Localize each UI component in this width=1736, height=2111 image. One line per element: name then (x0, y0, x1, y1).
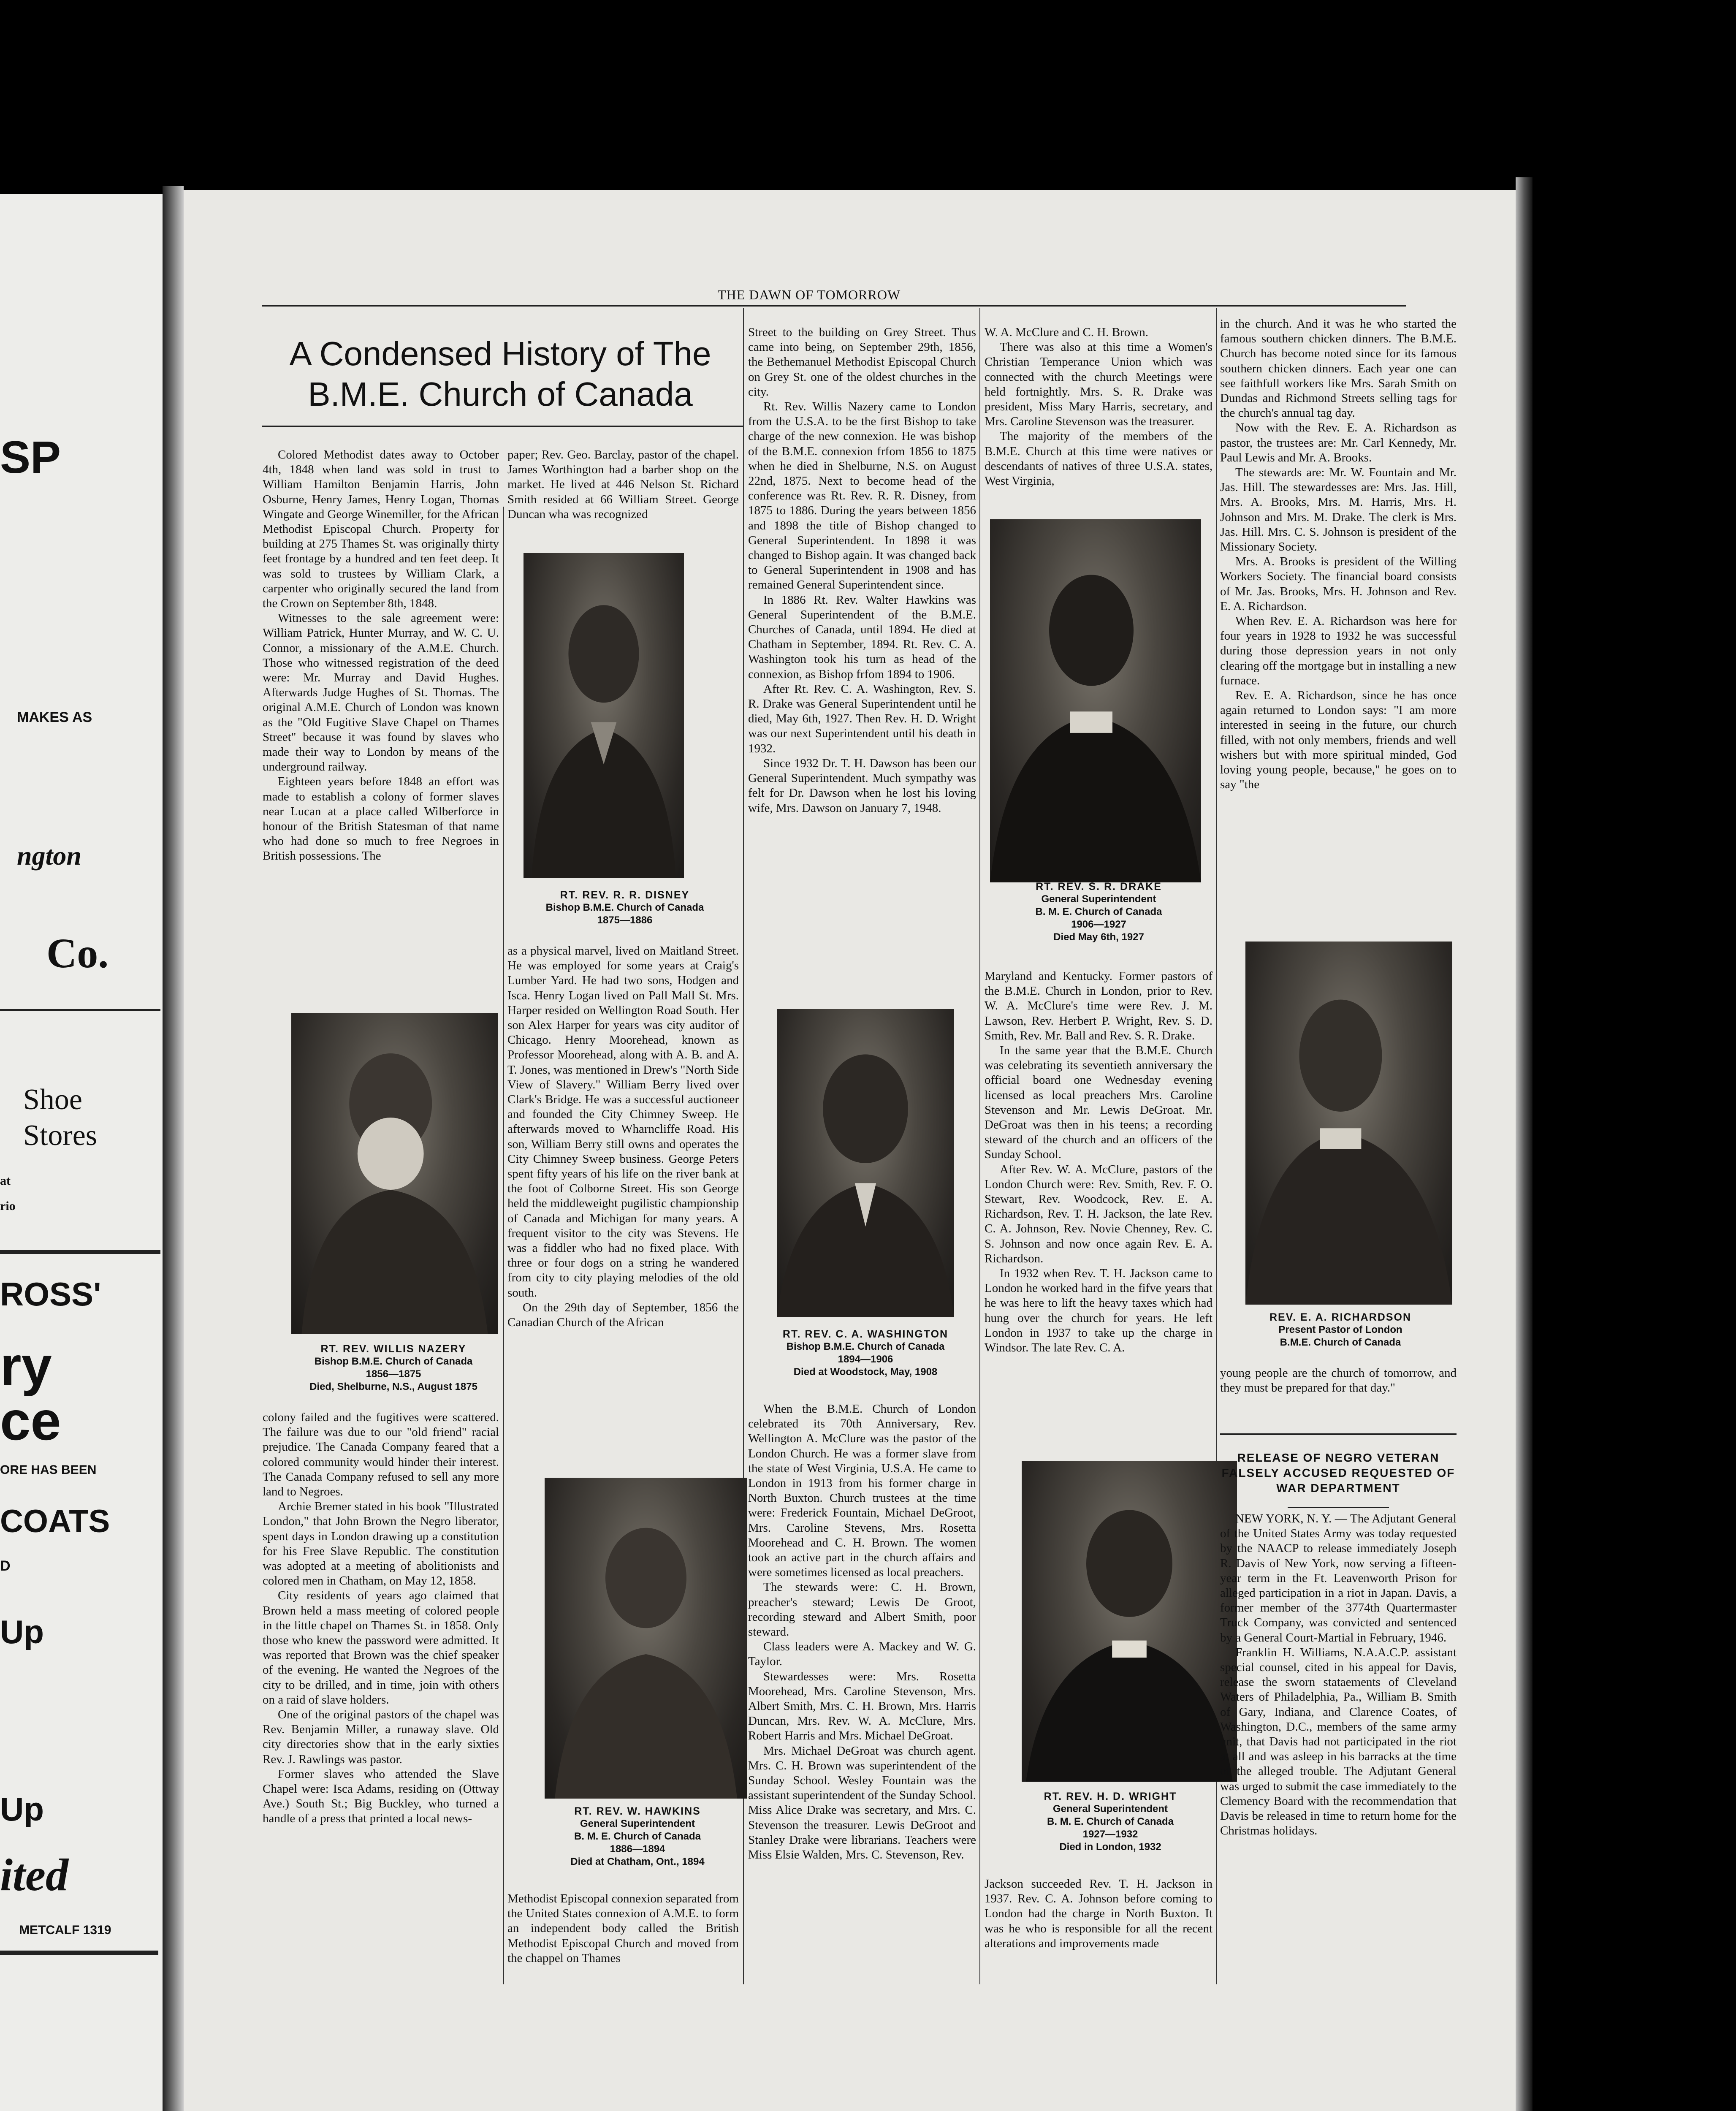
portrait-dates: 1894—1906 (838, 1354, 893, 1365)
column-rule (979, 308, 980, 1984)
sidebar-body (1220, 1511, 1457, 1838)
portrait-title: General Superintendent (580, 1818, 695, 1829)
paragraph: Colored Methodist dates away to October 4th, 1848 when land was sold in trust to William Hamilton Benjamin Harris, John Osburne, Henry James, Henry Logan, Thomas Wingate and George Winemiller, for the African Methodist Episcopal Church. Property for building at 275 Thames St. was originally thirty feet frontage by a hundred and ten feet deep. It was sold to trustees by William Clark, a carpenter who originally secured the land from the Crown on September 8th, 1848. (263, 448, 499, 611)
sidebar-rule (1220, 1433, 1457, 1435)
portrait-death: Died May 6th, 1927 (1053, 931, 1144, 943)
title-rule (262, 426, 743, 427)
paragraph: Archie Bremer stated in his book "Illustrated London," that John Brown the Negro liberator, spent days in London drawing up a constitution for his Free Slave Republic. The constitution was adopted at a meeting of abolitionists and colored men in Chatham, on May 12, 1858. (263, 1500, 499, 1588)
sidebar-rule (1288, 1507, 1389, 1508)
paragraph: Mrs. Michael DeGroat was church agent. Mrs. C. H. Brown was superintendent of the Sunday School. Wesley Fountain was the assistant superintendent of the Sunday School. Miss Alice Drake was secretary, and Mrs. C. Stevenson the treasurer. Lewis DeGroot and Stanley Drake were librarians. Teachers were Miss Elsie Walden, Mrs. C. Stevenson, Rev. (748, 1744, 976, 1862)
portrait-death: Died in London, 1932 (1059, 1841, 1161, 1853)
article-title (262, 334, 739, 415)
article-column-1-bottom (263, 1410, 499, 1826)
portrait-caption-nazery (263, 1343, 524, 1393)
paragraph: as a physical marvel, lived on Maitland Street. He was employed for some years at Craig's Lumber Yard. He had two sons, Hodgen and Isca. Henry Logan lived on Pall Mall St. Mrs. Harper resided on Wellington Road South. Her son Alex Harper for years was city auditor of Chicago. Henry Moorehead, known as Professor Moorehead, along with A. B. and A. T. Jones, was mentioned in Drew's "North Side View of Slavery." William Berry lived over Clark's Bridge. He was a successful auctioneer and founded the City Chimney Sweep. He afterwards moved to Wharncliffe Road. His son, William Berry still owns and operates the City Chimney Sweep business. George Peters spent fifty years of his life on the river bank at the foot of Colborne Street. His son George held the middleweight pugilistic championship of Canada and Michigan for many years. A frequent visitor to the city was Stevens. He was a fiddler who had no fixed place. With three or four dogs on a string he wandered from city to city playing melodies of the old south. (507, 944, 739, 1300)
portrait-photo-wright (1022, 1461, 1237, 1782)
article-column-4-mid (985, 969, 1212, 1355)
left-fragment: METCALF 1319 (19, 1923, 111, 1937)
portrait-photo-hawkins (545, 1478, 747, 1799)
portrait-dates: 1906—1927 (1071, 919, 1126, 930)
left-fragment: SP (0, 431, 61, 483)
article-column-4-bottom (985, 1877, 1212, 1951)
portrait-title: General Superintendent (1052, 1803, 1168, 1815)
paragraph: colony failed and the fugitives were scattered. The failure was due to our "old friend" racial prejudice. The Canada Company feared that a colored community would hinder their interest. The Canada Company refused to sell any more land to Negroes. (263, 1411, 499, 1499)
portrait-death: Died at Woodstock, May, 1908 (793, 1366, 938, 1378)
left-rule (0, 1009, 160, 1011)
article-column-2-top (507, 448, 739, 522)
portrait-church: B.M.E. Church of Canada (1280, 1337, 1401, 1348)
portrait-name: RT. REV. S. R. DRAKE (1036, 881, 1162, 893)
paragraph: Now with the Rev. E. A. Richardson as pastor, the trustees are: Mr. Carl Kennedy, Mr. Paul Lewis and Mr. A. Brooks. (1220, 421, 1457, 464)
paragraph: Maryland and Kentucky. Former pastors of the B.M.E. Church in London, prior to Rev. W. A. McClure's time were Rev. J. M. Lawson, Rev. Herbert P. Wright, Rev. S. D. Smith, Rev. Mr. Ball and Rev. S. R. Drake. (985, 969, 1212, 1042)
left-fragment: ry (0, 1335, 52, 1397)
portrait-title: Present Pastor of London (1278, 1324, 1402, 1335)
article-column-3-top (748, 325, 976, 816)
paragraph: City residents of years ago claimed that Brown held a mass meeting of colored people in the little chapel on Thames St. in 1858. Only those who knew the password were admitted. It was reported that Brown was the chief speaker of the evening. He wanted the Negroes of the city to be drilled, and in time, join with others on a raid of slave holders. (263, 1589, 499, 1707)
portrait-caption-wright (996, 1790, 1224, 1853)
portrait-name: RT. REV. H. D. WRIGHT (1044, 1791, 1177, 1802)
paragraph: Eighteen years before 1848 an effort was made to establish a colony of former slaves near Lucan at a place called Wilberforce in honour of the British Statesman of that name who had done so much to free Negroes in British possessions. The (263, 775, 499, 863)
paragraph: young people are the church of tomorrow, and they must be prepared for that day." (1220, 1366, 1457, 1395)
portrait-name: RT. REV. C. A. WASHINGTON (782, 1328, 949, 1340)
left-fragment: D (0, 1558, 11, 1574)
portrait-church: B. M. E. Church of Canada (574, 1831, 701, 1842)
portrait-title: Bishop B.M.E. Church of Canada (545, 902, 704, 913)
portrait-photo-disney (524, 553, 684, 878)
paragraph: On the 29th day of September, 1856 the Canadian Church of the African (507, 1300, 739, 1330)
paragraph: Mrs. A. Brooks is president of the Willing Workers Society. The financial board consists of Mr. Jas. Brooks, Mrs. H. Johnson and Rev. E. A. Richardson. (1220, 555, 1457, 613)
paragraph: When the B.M.E. Church of London celebrated its 70th Anniversary, Rev. Wellington A. McClure was the pastor of the London Church. He was a former slave from the state of West Virginia, U.S.A. He came to London in 1913 from his former charge in North Buxton. Church trustees at the time were: Frederick Fountain, Michael DeGroot, Mrs. Caroline Stevens, Mrs. Rosetta Moorehead and C. H. Brown. The women took an active part in the church affairs and were sometimes licensed as local preachers. (748, 1402, 976, 1579)
portrait-dates: 1927—1932 (1082, 1829, 1138, 1840)
portrait-dates: 1856—1875 (366, 1368, 421, 1380)
paragraph: paper; Rev. Geo. Barclay, pastor of the chapel. James Worthington had a barber shop on the market. He lived at 446 Nelson St. Richard Smith resided at 66 William Street. George Duncan wha was recognized (507, 448, 739, 521)
header-rule (262, 305, 1406, 307)
article-column-2-mid (507, 944, 739, 1330)
paragraph: in the church. And it was he who started the famous southern chicken dinners. The B.M.E. Church has become noted since for its famous southern chicken dinners. Each year one can see faithfull workers like Mrs. Sarah Smith on Dundas and Richmond Streets selling tags for the church's annual tag day. (1220, 317, 1457, 420)
paragraph: In 1886 Rt. Rev. Walter Hawkins was General Superintendent of the B.M.E. Churches of Canada, until 1894. He died at Chatham in September, 1894. Rt. Rev. C. A. Washington took his turn as head of the connexion, as Bishop frfom 1894 to 1906. (748, 593, 976, 681)
paragraph: Stewardesses were: Mrs. Rosetta Moorehead, Mrs. Caroline Stevenson, Mrs. Albert Smith, Mrs. C. H. Brown, Mrs. Harris Duncan, Mrs. Rev. W. A. McClure, Mrs. Robert Harris and Mrs. Michael DeGroat. (748, 1669, 976, 1743)
paragraph: Jackson succeeded Rev. T. H. Jackson in 1937. Rev. C. A. Johnson before coming to London had the charge in North Buxton. It was he who is responsible for all the recent alterations and improvements made (985, 1877, 1212, 1950)
paragraph: In the same year that the B.M.E. Church was celebrating its seventieth anniversary the official board one Wednesday evening licensed as local preachers Mrs. Caroline Stevenson and Mr. Lewis DeGroat. Mr. DeGroat was then in his teens; a recording steward of the church and an officers of the Sunday School. (985, 1044, 1212, 1161)
portrait-caption-washington (747, 1328, 984, 1378)
article-column-3-bottom (748, 1402, 976, 1862)
article-column-1-top (263, 448, 499, 864)
paragraph: Rt. Rev. Willis Nazery came to London from the U.S.A. to be the first Bishop to take charge of the new connexion. He was bishop of the B.M.E. connexion frfom 1856 to 1875 when he died in Shelburne, N.S. on August 22nd, 1875. Next to become head of the conference was Rt. Rev. R. R. Disney, from 1875 to 1886. During the years between 1856 and 1898 the title of Bishop changed to General Superintendent. In 1898 it was changed to Bishop again. It was changed back to General Superintendent in 1908 and has remained General Superintendent since. (748, 400, 976, 592)
paragraph: Franklin H. Williams, N.A.A.C.P. assistant special counsel, cited in his appeal for Davis, release the sworn stataements of Cleveland Waters of Philadelphia, Pa., William B. Smith of Gary, Indiana, and Clarence Coates, of Washington, D.C., members of the same army unit, that Davis had not participated in the riot at all and was asleep in his barracks at the time of the alleged trouble. The Adjutant General was urged to submit the case immediately to the Clemency Board with the recommendation that Davis be released in time to return home for the Christmas holidays. (1220, 1645, 1457, 1838)
portrait-dates: 1875—1886 (597, 914, 653, 926)
paragraph: Witnesses to the sale agreement were: William Patrick, Hunter Murray, and W. C. U. Connor, a missionary of the A.M.E. Church. Those who witnessed registration of the deed were: Mr. Murray and David Hughes. Afterwards Judge Hughes of St. Thomas. The original A.M.E. Church of London was known as the "Old Fugitive Slave Chapel on Thames Street" because it was found by slaves who made their way to London by means of the underground railway. (263, 611, 499, 774)
paragraph: One of the original pastors of the chapel was Rev. Benjamin Miller, a runaway slave. Old city directories show that in the early sixties Rev. J. Rawlings was pastor. (263, 1708, 499, 1766)
portrait-title: General Superintendent (1041, 893, 1156, 905)
paragraph: There was also at this time a Women's Christian Temperance Union which was connected with the church Meetings were held fortnightly. Mrs. S. R. Drake was president, Miss Mary Harris, secretary, and Mrs. Caroline Stevenson was the treasurer. (985, 340, 1212, 429)
paragraph: In 1932 when Rev. T. H. Jackson came to London he worked hard in the fifve years that he was here to lift the heavy taxes which had hung over the church for years. He left London in 1937 to take up the charge in Windsor. The late Rev. C. A. (985, 1267, 1212, 1355)
left-fragment: Up (0, 1613, 44, 1650)
left-fragment: ROSS' (0, 1275, 101, 1313)
portrait-photo-richardson (1245, 942, 1452, 1305)
left-fragment: Co. (46, 930, 109, 977)
portrait-dates: 1886—1894 (610, 1843, 665, 1855)
left-fragment: Up (0, 1791, 44, 1828)
portrait-death: Died, Shelburne, N.S., August 1875 (309, 1381, 477, 1392)
column-rule (503, 507, 504, 1984)
paragraph: Former slaves who attended the Slave Chapel were: Isca Adams, residing on (Ottway Ave.) South St.; Big Buckley, who turned a handle of a press that printed a local news- (263, 1767, 499, 1826)
paragraph: After Rev. W. A. McClure, pastors of the London Church were: Rev. Smith, Rev. F. O. Stewart, Rev. Woodcock, Rev. E. A. Richardson, Rev. T. H. Jackson, the late Rev. C. A. Johnson, Rev. Novie Chenney, Rev. C. S. Johnson and now once again Rev. E. A. Richardson. (985, 1162, 1212, 1265)
portrait-caption-drake (984, 880, 1214, 944)
portrait-photo-nazery (291, 1013, 498, 1334)
paragraph: W. A. McClure and C. H. Brown. (985, 326, 1148, 339)
article-column-5-top (1220, 317, 1457, 792)
portrait-death: Died at Chatham, Ont., 1894 (570, 1856, 705, 1867)
portrait-church: B. M. E. Church of Canada (1047, 1816, 1174, 1827)
left-fragment: Stores (23, 1119, 97, 1152)
paragraph: The stewards were: C. H. Brown, preacher's steward; Lewis De Groot, recording steward and Albert Smith, poor steward. (748, 1580, 976, 1639)
left-fragment: ORE HAS BEEN (0, 1463, 97, 1477)
page-edge (1516, 177, 1533, 2111)
left-border (0, 1951, 158, 1955)
portrait-caption-hawkins (507, 1805, 768, 1868)
article-column-5-mid (1220, 1366, 1457, 1395)
paragraph: Street to the building on Grey Street. Thus came into being, on September 29th, 1856, the Bethemanuel Methodist Episcopal Church on Grey St. one of the oldest churches in the city. (748, 326, 976, 399)
paragraph: After Rt. Rev. C. A. Washington, Rev. S. R. Drake was General Superintendent until he died, May 6th, 1927. Then Rev. H. D. Wright was our next Superintendent until his death in 1932. (748, 682, 976, 755)
article-column-2-bottom (507, 1891, 739, 1966)
left-fragment: at (0, 1174, 11, 1188)
left-fragment: ited (0, 1850, 68, 1900)
portrait-name: RT. REV. WILLIS NAZERY (320, 1343, 467, 1355)
sidebar-headline: RELEASE OF NEGRO VETERAN FALSELY ACCUSED REQUESTED OF WAR DEPARTMENT (1221, 1451, 1455, 1495)
portrait-caption-richardson (1220, 1311, 1461, 1349)
left-border (0, 1250, 160, 1254)
portrait-title: Bishop B.M.E. Church of Canada (314, 1356, 473, 1367)
paragraph: Rev. E. A. Richardson, since he has once again returned to London says: "I am more interested in seeing in the future, our church filled, with not only members, friends and well wishers but with more spiritual minded, God loving young people, because," he goes on to say "the (1220, 689, 1457, 792)
portrait-name: REV. E. A. RICHARDSON (1269, 1311, 1412, 1323)
left-fragment: MAKES AS (17, 709, 92, 725)
paragraph: Class leaders were A. Mackey and W. G. Taylor. (748, 1640, 976, 1669)
page-gutter (163, 186, 184, 2111)
paragraph: Methodist Episcopal connexion separated from the United States connexion of A.M.E. to form an independent body called the British Methodist Episcopal Church and moved from the chappel on Thames (507, 1892, 739, 1965)
portrait-name: RT. REV. W. HAWKINS (574, 1805, 701, 1817)
portrait-church: B. M. E. Church of Canada (1035, 906, 1162, 917)
left-fragment: ce (0, 1390, 61, 1452)
portrait-caption-disney (507, 889, 743, 927)
left-fragment: Shoe (23, 1083, 82, 1116)
portrait-title: Bishop B.M.E. Church of Canada (786, 1341, 945, 1352)
article-title-line: B.M.E. Church of Canada (308, 375, 693, 413)
left-fragment: COATS (0, 1503, 110, 1539)
paragraph: NEW YORK, N. Y. — The Adjutant General of the United States Army was today requested by the NAACP to release immediately Joseph R. Davis of New York, now serving a fifteen-year term in the Ft. Leavenworth Prison for alleged participation in a riot in Japan. Davis, a former member of the 3774th Quartermaster Truck Company, was convicted and sentenced by a General Court-Martial in February, 1946. (1220, 1512, 1457, 1644)
paragraph: When Rev. E. A. Richardson was here for four years in 1928 to 1932 he was successful during those depression years in not only clearing off the mortgage but in installing a new furnace. (1220, 614, 1457, 687)
portrait-photo-washington (777, 1009, 954, 1317)
paragraph: The majority of the members of the B.M.E. Church at this time were natives or descendants of natives of three U.S.A. states, West Virginia, (985, 429, 1212, 488)
portrait-name: RT. REV. R. R. DISNEY (560, 889, 690, 901)
paragraph: Since 1932 Dr. T. H. Dawson has been our General Superintendent. Much sympathy was felt for Dr. Dawson when he lost his loving wife, Mrs. Dawson on January 7, 1948. (748, 756, 976, 815)
left-fragment: rio (0, 1199, 16, 1213)
paragraph: The stewards are: Mr. W. Fountain and Mr. Jas. Hill. The stewardesses are: Mrs. Jas. Hill, Mrs. A. Brooks, Mrs. M. Harris, Mrs. H. Johnson and Mrs. M. Drake. The clerk is Mrs. Jas. Hill. Mrs. C. S. Johnson is president of the Missionary Society. (1220, 466, 1457, 554)
running-head: THE DAWN OF TOMORROW (718, 287, 901, 302)
left-fragment: ngton (17, 841, 81, 871)
portrait-photo-drake (990, 519, 1201, 882)
article-column-4-top (985, 325, 1212, 488)
article-title-line: A Condensed History of The (289, 335, 711, 372)
